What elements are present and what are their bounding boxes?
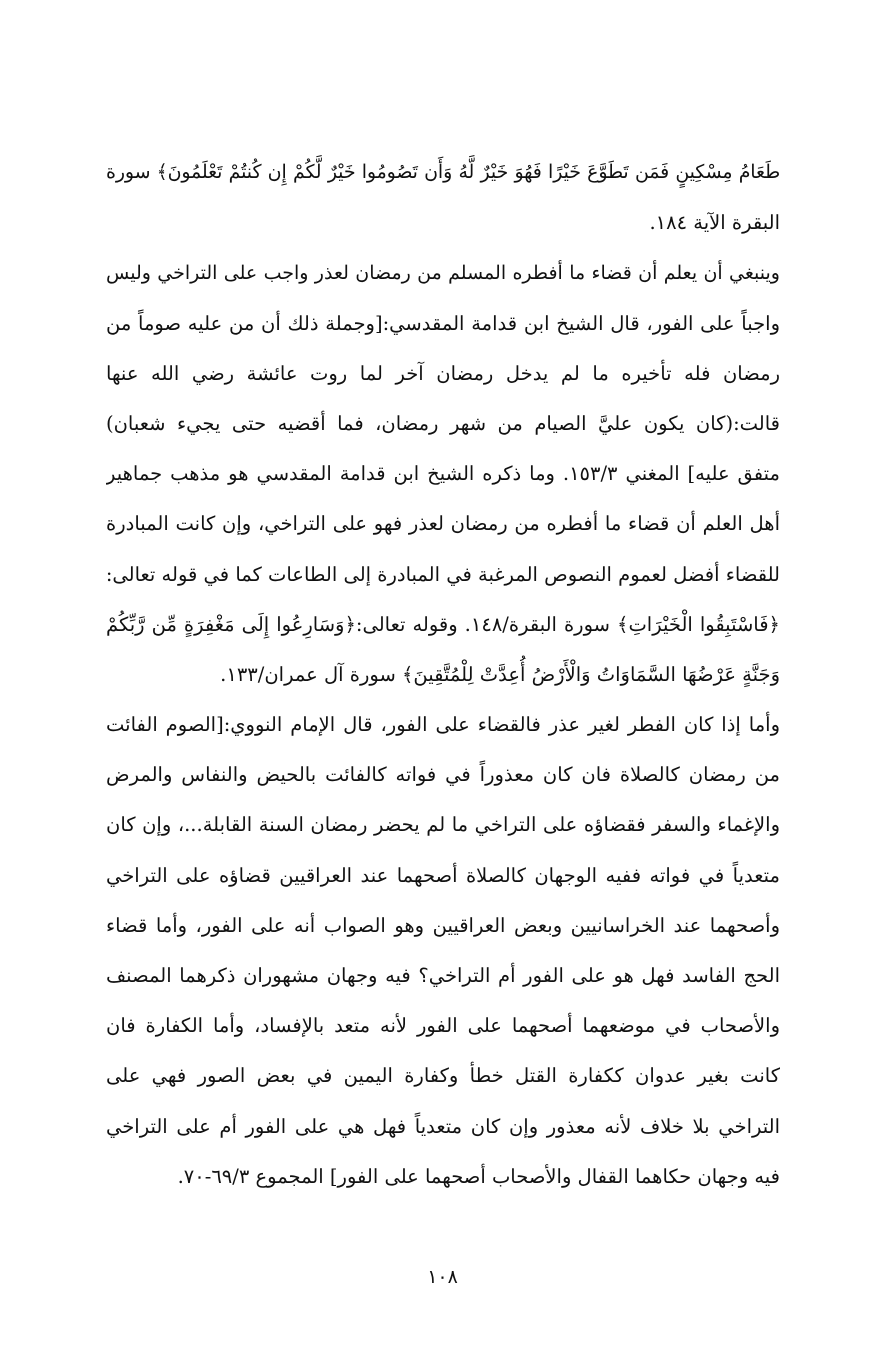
text-line-12: وأما إذا كان الفطر لغير عذر فالقضاء على الفور، قال الإمام النووي:[الصوم الفائت	[106, 713, 780, 737]
text-line-1: طَعَامُ مِسْكِينٍ فَمَن تَطَوَّعَ خَيْرًا فَهُوَ خَيْرٌ لَّهُ وَأَن تَصُومُوا خَيْرٌ لَّكُمْ إِن كُنتُمْ تَعْلَمُونَ﴾ سورة	[106, 162, 780, 183]
text-line-5: رمضان فله تأخيره ما لم يدخل رمضان آخر لما روت عائشة رضي الله عنها	[106, 361, 780, 385]
text-line-9: للقضاء أفضل لعموم النصوص المرغبة في المبادرة إلى الطاعات كما في قوله تعالى:	[106, 562, 780, 586]
text-line-10: ﴿فَاسْتَبِقُوا الْخَيْرَاتِ﴾ سورة البقرة/١٤٨. وقوله تعالى:﴿وَسَارِعُوا إِلَى مَغْفِرَةٍ مِّن رَّبِّكُمْ	[106, 612, 780, 636]
body-text	[106, 148, 780, 1202]
text-line-20: التراخي بلا خلاف لأنه معذور وإن كان متعدياً فهل هي على الفور أم على التراخي	[106, 1114, 780, 1138]
page-number: ١٠٨	[427, 1266, 458, 1288]
text-line-13: من رمضان كالصلاة فان كان معذوراً في فواته كالفائت بالحيض والنفاس والمرض	[106, 763, 780, 787]
text-line-8: أهل العلم أن قضاء ما أفطره من رمضان لعذر فهو على التراخي، وإن كانت المبادرة	[106, 512, 780, 536]
text-line-3: وينبغي أن يعلم أن قضاء ما أفطره المسلم من رمضان لعذر واجب على التراخي وليس	[106, 262, 780, 285]
text-line-6: قالت:(كان يكون عليَّ الصيام من شهر رمضان، فما أقضيه حتى يجيء شعبان)	[106, 411, 780, 435]
text-line-21: فيه وجهان حكاهما القفال والأصحاب أصحهما على الفور] المجموع ٦٩/٣-٧٠.	[177, 1164, 780, 1188]
text-line-2: البقرة الآية ١٨٤.	[649, 211, 780, 235]
text-line-4: واجباً على الفور، قال الشيخ ابن قدامة المقدسي:[وجملة ذلك أن من عليه صوماً من	[106, 311, 780, 335]
text-line-18: والأصحاب في موضعهما أصحهما على الفور لأنه متعد بالإفساد، وأما الكفارة فان	[106, 1014, 780, 1038]
text-line-15: متعدياً في فواته ففيه الوجهان كالصلاة أصحهما عند العراقيين قضاؤه على التراخي	[106, 863, 780, 887]
text-line-11: وَجَنَّةٍ عَرْضُهَا السَّمَاوَاتُ وَالْأَرْضُ أُعِدَّتْ لِلْمُتَّقِينَ﴾ سورة آل عمران/١٣٣.	[220, 662, 780, 686]
text-line-16: وأصحهما عند الخراسانيين وبعض العراقيين وهو الصواب أنه على الفور، وأما قضاء	[106, 913, 780, 937]
text-line-7: متفق عليه] المغني ١٥٣/٣. وما ذكره الشيخ ابن قدامة المقدسي هو مذهب جماهير	[106, 462, 780, 486]
text-line-19: كانت بغير عدوان ككفارة القتل خطأ وكفارة اليمين في بعض الصور فهي على	[106, 1064, 780, 1088]
text-line-14: والإغماء والسفر فقضاؤه على التراخي ما لم يحضر رمضان السنة القابلة...، وإن كان	[106, 813, 780, 837]
text-line-17: الحج الفاسد فهل هو على الفور أم التراخي؟ فيه وجهان مشهوران ذكرهما المصنف	[106, 964, 780, 987]
